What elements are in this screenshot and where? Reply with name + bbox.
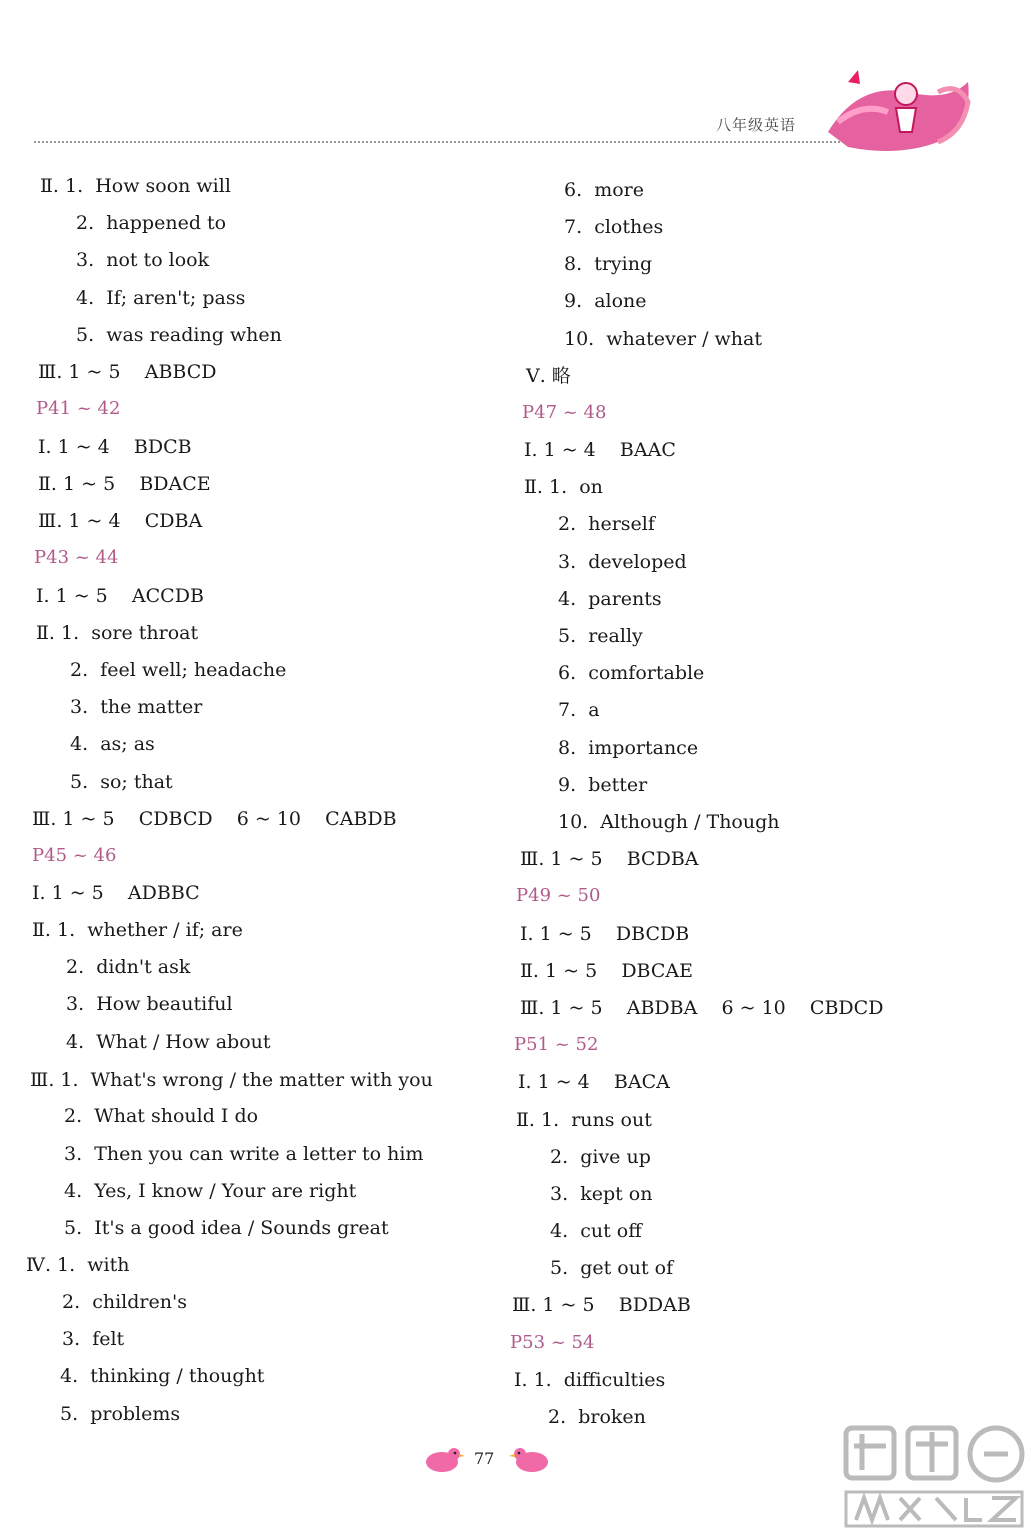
- answer-line: Ⅱ. 1 ~ 5 DBCAE: [520, 960, 694, 982]
- bird-icon: [508, 1444, 554, 1474]
- answer-line: 4. parents: [558, 588, 662, 610]
- answer-line: 3. kept on: [550, 1183, 653, 1205]
- answer-line: Ⅰ. 1 ~ 5 ADBBC: [32, 882, 200, 904]
- answer-line: Ⅰ. 1 ~ 4 BACA: [518, 1071, 670, 1093]
- answer-line: 8. trying: [564, 253, 653, 275]
- answer-line: 5. It's a good idea / Sounds great: [64, 1217, 389, 1239]
- answer-line: Ⅰ. 1 ~ 5 ACCDB: [36, 585, 204, 607]
- answer-line: 6. comfortable: [558, 662, 705, 684]
- answer-line: 2. feel well; headache: [70, 659, 287, 681]
- answer-line: Ⅱ. 1. whether / if; are: [32, 919, 243, 941]
- answer-line: Ⅴ. 略: [526, 365, 571, 387]
- answer-line: Ⅲ. 1 ~ 5 ABBCD: [38, 361, 217, 383]
- answer-line: 6. more: [564, 179, 644, 201]
- page-reference: P49 ~ 50: [516, 885, 601, 906]
- page-reference: P45 ~ 46: [32, 845, 117, 866]
- answer-line: 5. really: [558, 625, 643, 647]
- answer-line: Ⅲ. 1 ~ 4 CDBA: [38, 510, 203, 532]
- answer-line: 2. herself: [558, 513, 655, 535]
- answer-line: 5. problems: [60, 1403, 181, 1425]
- header-divider: [34, 141, 840, 143]
- page-number: 77: [474, 1449, 495, 1468]
- answer-line: 4. cut off: [550, 1220, 642, 1242]
- answer-line: 4. If; aren't; pass: [76, 287, 246, 309]
- answer-line: 3. Then you can write a letter to him: [64, 1143, 424, 1165]
- answer-line: Ⅰ. 1 ~ 5 DBCDB: [520, 923, 690, 945]
- answer-line: 2. happened to: [76, 212, 227, 234]
- answer-line: 5. get out of: [550, 1257, 674, 1279]
- answer-line: 10. whatever / what: [564, 328, 763, 350]
- answer-line: 2. give up: [550, 1146, 651, 1168]
- answer-line: Ⅱ. 1. on: [524, 476, 603, 498]
- answer-line: Ⅱ. 1 ~ 5 BDACE: [38, 473, 211, 495]
- answer-line: Ⅰ. 1 ~ 4 BDCB: [38, 436, 192, 458]
- answer-line: 3. developed: [558, 551, 687, 573]
- answer-line: 9. alone: [564, 290, 647, 312]
- answer-line: 10. Although / Though: [558, 811, 780, 833]
- header-title: 八年级英语: [716, 116, 797, 134]
- answer-line: 3. felt: [62, 1328, 125, 1350]
- answer-line: 2. didn't ask: [66, 956, 191, 978]
- answer-line: Ⅲ. 1. What's wrong / the matter with you: [30, 1069, 433, 1091]
- answer-line: 7. a: [558, 699, 600, 721]
- watermark-logo-icon: [836, 1422, 1032, 1532]
- answer-line: Ⅳ. 1. with: [26, 1254, 130, 1276]
- answer-line: 4. Yes, I know / Your are right: [64, 1180, 357, 1202]
- answer-line: 5. so; that: [70, 771, 173, 793]
- page-reference: P53 ~ 54: [510, 1332, 595, 1353]
- answer-line: 5. was reading when: [76, 324, 282, 346]
- answer-line: Ⅱ. 1. runs out: [516, 1109, 652, 1131]
- answer-line: Ⅲ. 1 ~ 5 BCDBA: [520, 848, 699, 870]
- answer-line: Ⅱ. 1. sore throat: [36, 622, 199, 644]
- answer-line: 3. not to look: [76, 249, 210, 271]
- page-reference: P41 ~ 42: [36, 398, 121, 419]
- page-reference: P43 ~ 44: [34, 547, 119, 568]
- answer-line: 7. clothes: [564, 216, 664, 238]
- answer-line: Ⅰ. 1 ~ 4 BAAC: [524, 439, 676, 461]
- answer-line: 2. What should I do: [64, 1105, 259, 1127]
- answer-line: Ⅱ. 1. How soon will: [40, 175, 231, 197]
- page-reference: P47 ~ 48: [522, 402, 607, 423]
- answer-line: 4. What / How about: [66, 1031, 271, 1053]
- answer-line: Ⅲ. 1 ~ 5 ABDBA 6 ~ 10 CBDCD: [520, 997, 884, 1019]
- answer-line: Ⅲ. 1 ~ 5 BDDAB: [512, 1294, 691, 1316]
- answer-line: 3. the matter: [70, 696, 203, 718]
- answer-line: 2. broken: [548, 1406, 646, 1428]
- answer-line: 4. thinking / thought: [60, 1365, 265, 1387]
- cartoon-figure-icon: [818, 62, 978, 162]
- answer-line: 4. as; as: [70, 733, 155, 755]
- answer-line: Ⅲ. 1 ~ 5 CDBCD 6 ~ 10 CABDB: [32, 808, 397, 830]
- bird-icon: [420, 1444, 466, 1474]
- answer-line: 8. importance: [558, 737, 699, 759]
- answer-line: 3. How beautiful: [66, 993, 233, 1015]
- answer-line: 2. children's: [62, 1291, 187, 1313]
- answer-line: 9. better: [558, 774, 648, 796]
- page-reference: P51 ~ 52: [514, 1034, 599, 1055]
- answer-line: Ⅰ. 1. difficulties: [514, 1369, 666, 1391]
